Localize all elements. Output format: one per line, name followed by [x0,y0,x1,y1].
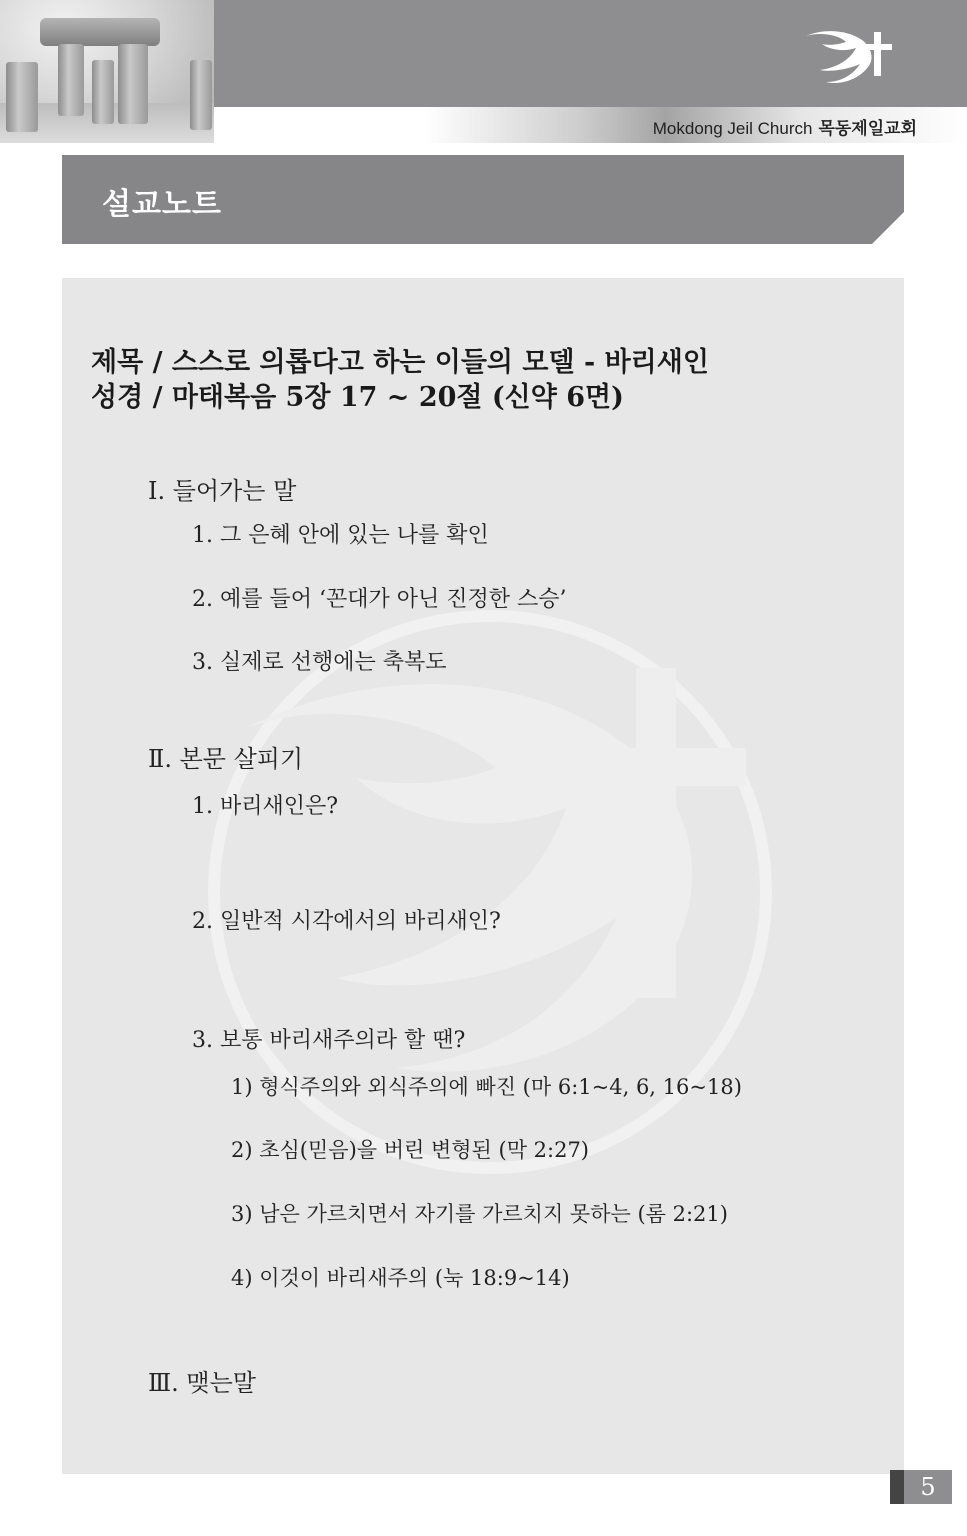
list-item: 1. 바리새인은? [192,794,339,819]
list-item: 2. 일반적 시각에서의 바리새인? [192,909,501,934]
section-title-bar [62,155,904,244]
sermon-scripture: 성경 / 마태복음 5장 17 ~ 20절 (신약 6면) [91,382,624,413]
photo-stump [6,62,38,132]
title-corner-notch [872,212,904,244]
photo-stump [118,44,148,124]
sermon-notes-box [62,278,904,1474]
list-item: 2. 예를 들어 ‘꼰대가 아닌 진정한 스승’ [192,587,567,612]
church-name-en: Mokdong Jeil Church [652,119,813,138]
sermon-title: 제목 / 스스로 의롭다고 하는 이들의 모델 - 바리새인 [91,347,709,378]
section-heading: Ⅱ. 본문 살피기 [148,745,304,773]
sub-list-item: 3) 남은 가르치면서 자기를 가르치지 못하는 (롬 2:21) [231,1202,728,1226]
page-number-tab [890,1470,904,1504]
header-photo [0,0,214,143]
page-title: 설교노트 [102,187,222,222]
photo-stump [92,60,114,124]
sub-list-item: 4) 이것이 바리새주의 (눅 18:9~14) [231,1266,570,1290]
church-logo-icon [800,26,900,86]
church-name-ko: 목동제일교회 [818,119,917,138]
sub-list-item: 1) 형식주의와 외식주의에 빠진 (마 6:1~4, 6, 16~18) [231,1075,742,1099]
list-item: 1. 그 은혜 안에 있는 나를 확인 [192,523,489,548]
section-heading: Ⅰ. 들어가는 말 [148,477,297,505]
section-heading: Ⅲ. 맺는말 [148,1369,256,1397]
list-item: 3. 보통 바리새주의라 할 땐? [192,1028,466,1053]
sub-list-item: 2) 초심(믿음)을 버린 변형된 (막 2:27) [231,1138,590,1162]
church-name [653,114,917,139]
photo-table-top [40,18,160,46]
page-number: 5 [904,1470,952,1504]
photo-stump [190,60,212,130]
photo-stump [58,44,84,116]
list-item: 3. 실제로 선행에는 축복도 [192,650,447,675]
